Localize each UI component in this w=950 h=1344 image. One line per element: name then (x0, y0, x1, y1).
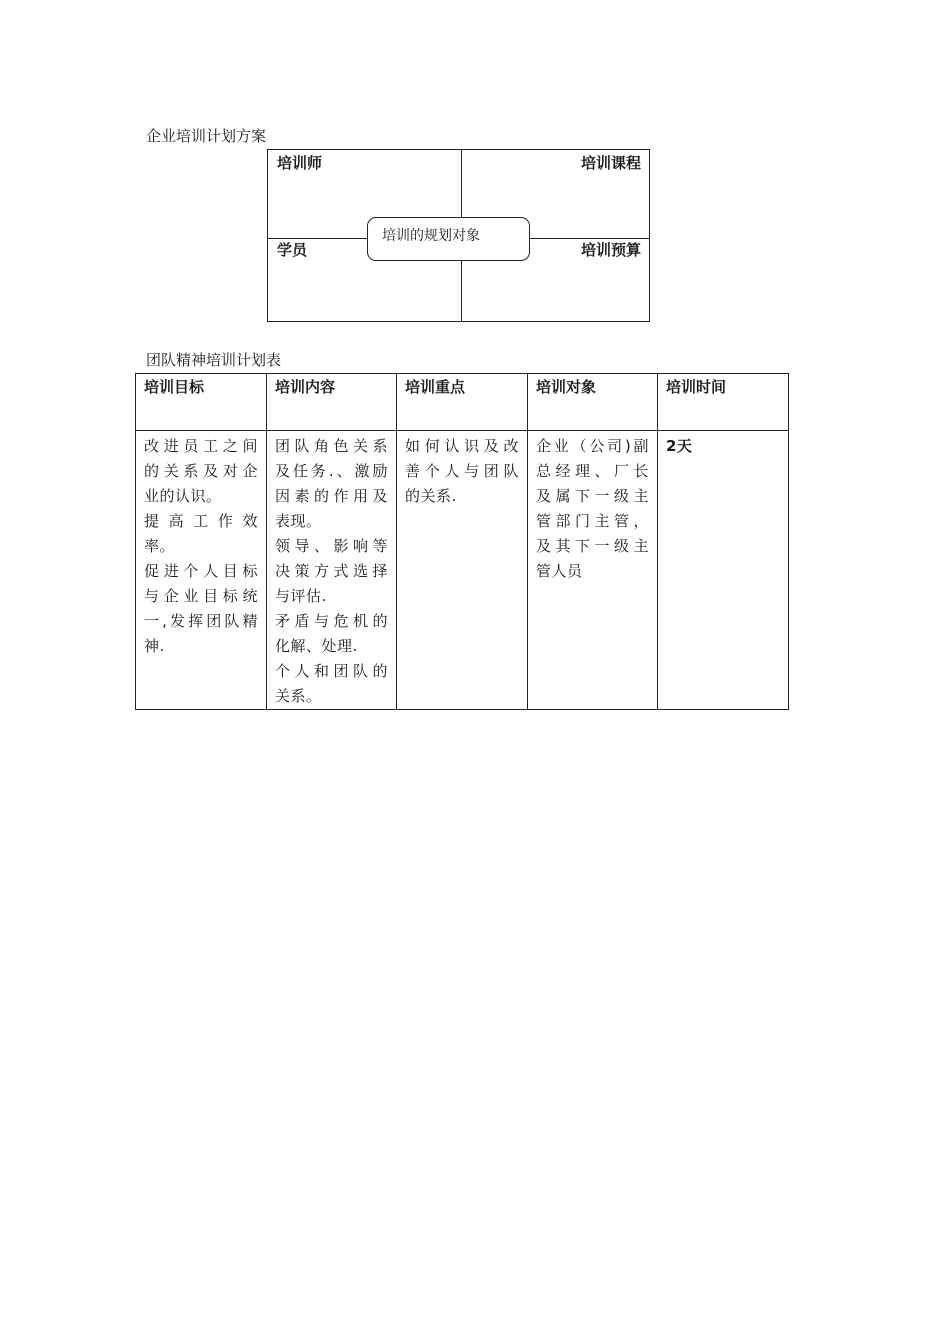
header-focus: 培训重点 (397, 374, 528, 431)
target-line: 企业（公司)副 (536, 437, 649, 455)
content-line: 及任务.、激励 (275, 462, 388, 480)
target-line: 管人员 (536, 562, 583, 580)
focus-line: 善个人与团队 (405, 462, 519, 480)
header-content: 培训内容 (267, 374, 397, 431)
target-line: 及其下一级主 (536, 537, 649, 555)
goal-line: 的关系及对企 (144, 462, 258, 480)
cell-time (658, 431, 789, 710)
content-line: 关系。 (275, 687, 322, 705)
content-line: 与评估. (275, 587, 327, 605)
quadrant-courses: 培训课程 (580, 154, 641, 172)
table-title: 团队精神培训计划表 (146, 351, 282, 369)
goal-line: 业的认识。 (144, 487, 222, 505)
goal-line: 一,发挥团队精 (144, 612, 258, 630)
cell-content (267, 431, 397, 710)
content-line: 团队角色关系 (275, 437, 388, 455)
header-time: 培训时间 (658, 374, 789, 431)
goal-line: 神. (144, 637, 165, 655)
quadrant-trainees: 学员 (277, 241, 308, 259)
content-line: 因素的作用及 (275, 487, 388, 505)
target-line: 总经理、厂长 (536, 462, 649, 480)
quadrant-trainer: 培训师 (277, 154, 323, 172)
header-goal: 培训目标 (136, 374, 267, 431)
cell-target (528, 431, 658, 710)
target-line: 及属下一级主 (536, 487, 649, 505)
content-line: 表现。 (275, 512, 322, 530)
time-line: 2天 (666, 437, 693, 455)
focus-line: 的关系. (405, 487, 457, 505)
goal-line: 改进员工之间 (144, 437, 258, 455)
cell-focus (397, 431, 528, 710)
content-line: 化解、处理. (275, 637, 358, 655)
goal-line: 提 高 工 作 效 (144, 512, 258, 530)
table-header-row (136, 374, 789, 431)
cell-goal (136, 431, 267, 710)
document-title: 企业培训计划方案 (146, 127, 267, 145)
focus-line: 如何认识及改 (405, 437, 519, 455)
content-line: 矛盾与危机的 (275, 612, 388, 630)
table-row (136, 431, 789, 710)
goal-line: 促进个人目标 (144, 562, 258, 580)
target-line: 管部门主管， (536, 512, 649, 530)
content-line: 个人和团队的 (275, 662, 388, 680)
goal-line: 率。 (144, 537, 176, 555)
content-line: 决策方式选择 (275, 562, 388, 580)
training-plan-table (135, 373, 789, 710)
content-line: 领导、影响等 (275, 537, 388, 555)
goal-line: 与企业目标统 (144, 587, 258, 605)
header-target: 培训对象 (528, 374, 658, 431)
quadrant-budget: 培训预算 (580, 241, 641, 259)
training-planning-diagram (267, 149, 650, 322)
diagram-center-box: 培训的规划对象 (367, 217, 530, 261)
